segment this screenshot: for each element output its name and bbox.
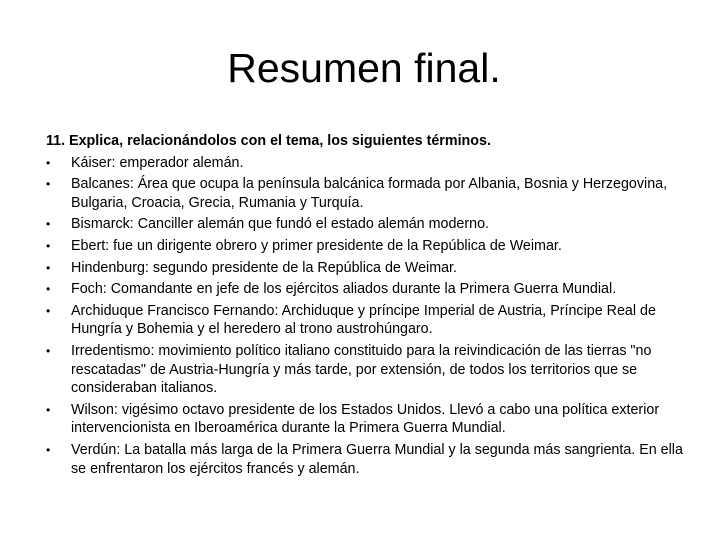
bullet: •	[46, 442, 51, 457]
term-item	[46, 401, 696, 438]
slide-title: Resumen final.	[227, 45, 501, 91]
bullet: •	[46, 217, 51, 232]
bullet: •	[46, 282, 51, 297]
term-item	[46, 342, 696, 398]
term-text: Hindenburg: segundo presidente de la República de Weimar.	[71, 259, 458, 276]
exercise-heading: 11. Explica, relacionándolos con el tema, los siguientes términos.	[46, 133, 491, 149]
bullet: •	[46, 402, 51, 417]
term-item	[46, 302, 696, 339]
bullet: •	[46, 238, 51, 253]
term-item	[46, 237, 696, 256]
term-text: Káiser: emperador alemán.	[71, 154, 244, 171]
term-text: Foch: Comandante en jefe de los ejércitos aliados durante la Primera Guerra Mundial.	[71, 281, 617, 298]
term-item	[46, 259, 696, 278]
term-item	[46, 280, 696, 299]
bullet: •	[46, 343, 51, 358]
terms-list	[46, 154, 696, 479]
bullet: •	[46, 177, 51, 192]
term-item	[46, 215, 696, 234]
bullet: •	[46, 260, 51, 275]
term-text: Archiduque Francisco Fernando: Archiduque y príncipe Imperial de Austria, Príncipe Real de Hungría y Bohemia y el heredero al trono austrohúngaro.	[71, 302, 656, 338]
bullet: •	[46, 155, 51, 170]
bullet: •	[46, 303, 51, 318]
term-text: Ebert: fue un dirigente obrero y primer presidente de la República de Weimar.	[71, 237, 562, 254]
term-text: Balcanes: Área que ocupa la península balcánica formada por Albania, Bosnia y Herzegovina, Bulgaria, Croacia, Grecia, Rumania y Turquía.	[71, 176, 668, 211]
term-text: Wilson: vigésimo octavo presidente de los Estados Unidos. Llevó a cabo una política exterior intervencionista en Iberoamérica durante la Primera Guerra Mundial.	[71, 401, 660, 437]
slide-content	[46, 132, 696, 481]
term-item	[46, 441, 696, 478]
term-text: Bismarck: Canciller alemán que fundó el estado alemán moderno.	[71, 216, 490, 233]
term-text: Verdún: La batalla más larga de la Primera Guerra Mundial y la segunda más sangrienta. En ella se enfrentaron los ejércitos francés y alemán.	[71, 441, 683, 477]
term-item	[46, 154, 696, 173]
term-text: Irredentismo: movimiento político italiano constituido para la reivindicación de las tierras "no rescatadas" de Austria-Hungría y más tarde, por extensión, de todos los territorios que se consideraban italianos.	[71, 342, 652, 397]
term-item	[46, 175, 696, 212]
